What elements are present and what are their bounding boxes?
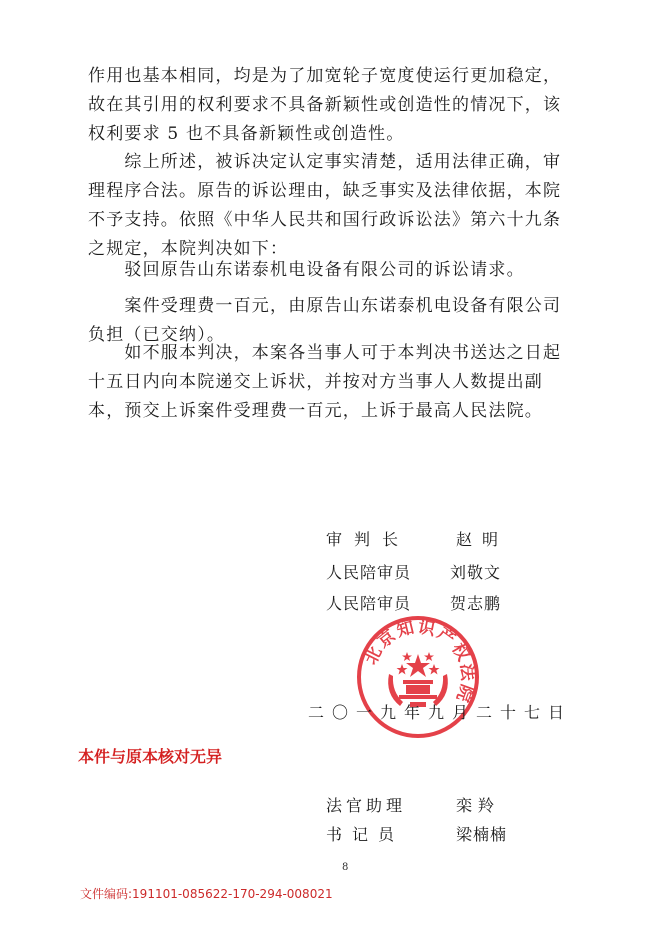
juror-role: 人民陪审员 bbox=[326, 594, 412, 613]
text-line: 故在其引用的权利要求不具备新颖性或创造性的情况下，该 bbox=[88, 95, 562, 115]
clerk-name: 梁楠楠 bbox=[456, 825, 508, 844]
clerk-role: 书记员 bbox=[326, 825, 405, 844]
paragraph-reasoning-end bbox=[88, 62, 568, 149]
text-line: 驳回原告山东诺泰机电设备有限公司的诉讼请求。 bbox=[88, 260, 525, 280]
juror-name: 贺志鹏 bbox=[450, 594, 502, 613]
text-line: 不予支持。依照《中华人民共和国行政诉讼法》第六十九条 bbox=[88, 210, 562, 230]
seal-text: 北京知识产权法院 bbox=[361, 617, 478, 707]
text-line: 权利要求 5 也不具备新颖性或创造性。 bbox=[88, 124, 405, 144]
text-line: 十五日内向本院递交上诉状，并按对方当事人人数提出副 bbox=[88, 372, 543, 392]
juror-role: 人民陪审员 bbox=[326, 563, 412, 582]
paragraph-ruling bbox=[88, 256, 568, 285]
juror-name: 刘敬文 bbox=[450, 563, 502, 582]
presiding-judge-role: 审判长 bbox=[326, 530, 411, 549]
file-code: 文件编码:191101-085622-170-294-008021 bbox=[80, 887, 333, 901]
text-line: 综上所述，被诉决定认定事实清楚，适用法律正确，审 bbox=[88, 152, 562, 172]
page-number: 8 bbox=[342, 862, 349, 873]
text-line: 作用也基本相同，均是为了加宽轮子宽度使运行更加稳定， bbox=[88, 66, 562, 86]
judge-assistant-name: 栾羚 bbox=[456, 796, 501, 815]
judge-assistant-role: 法官助理 bbox=[326, 796, 407, 815]
text-line: 负担（已交纳）。 bbox=[88, 325, 226, 345]
text-line: 之规定，本院判决如下： bbox=[88, 239, 289, 259]
paragraph-conclusion bbox=[88, 148, 568, 264]
text-line: 案件受理费一百元，由原告山东诺泰机电设备有限公司 bbox=[88, 296, 562, 316]
text-line: 理程序合法。原告的诉讼理由，缺乏事实及法律依据，本院 bbox=[88, 181, 562, 201]
text-line: 本，预交上诉案件受理费一百元，上诉于最高人民法院。 bbox=[88, 401, 543, 421]
verification-stamp: 本件与原本核对无异 bbox=[78, 747, 223, 766]
paragraph-appeal bbox=[88, 339, 568, 426]
judgment-date: 二〇一九年九月二十七日 bbox=[308, 703, 573, 722]
text-line: 如不服本判决，本案各当事人可于本判决书送达之日起 bbox=[88, 343, 562, 363]
presiding-judge-name: 赵明 bbox=[456, 530, 509, 549]
